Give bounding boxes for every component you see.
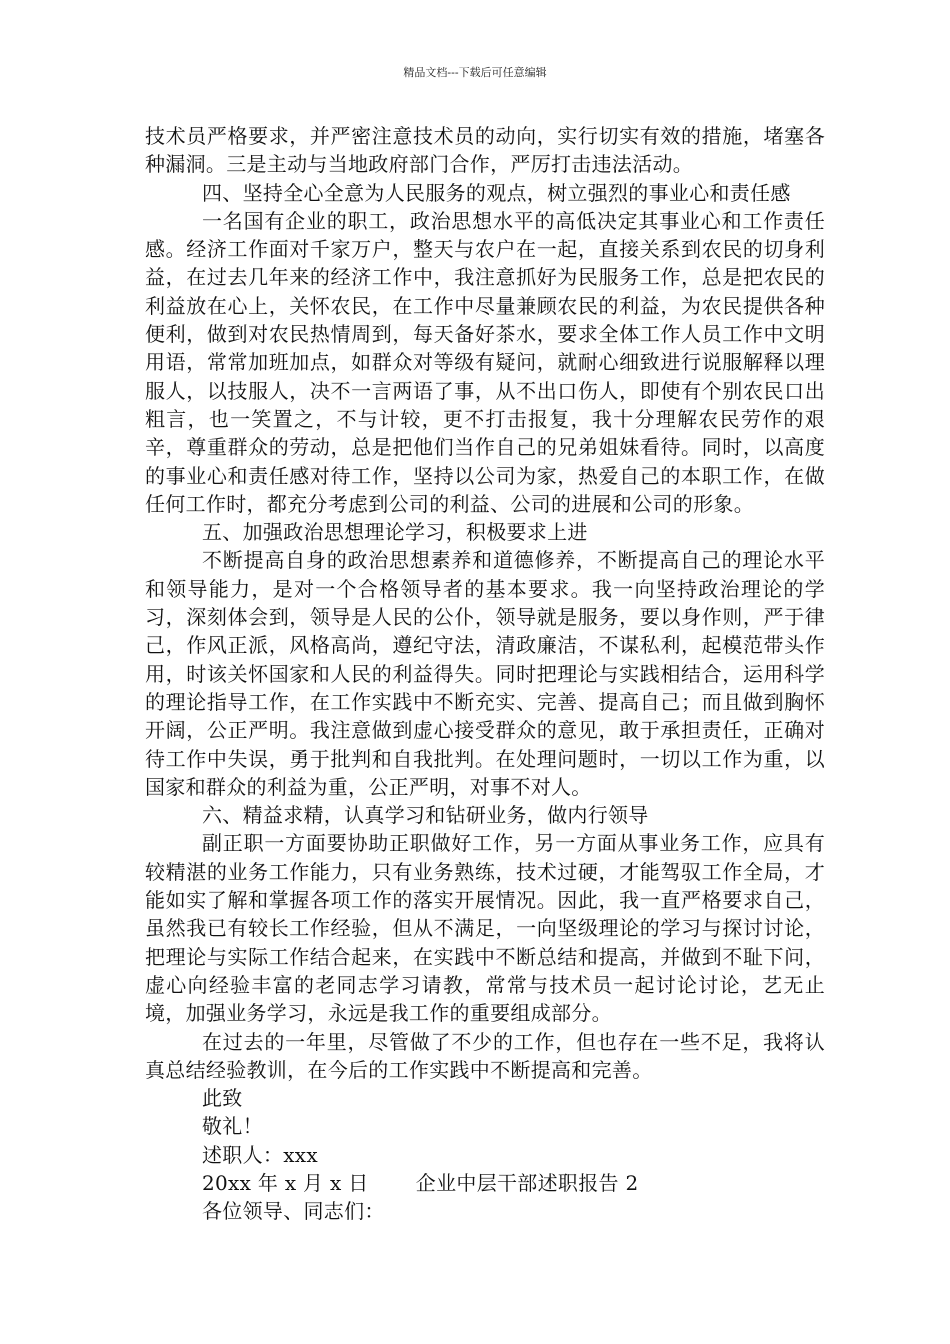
page-header: 精品文档---下载后可任意编辑 (403, 66, 547, 79)
paragraph-summary: 在过去的一年里，尽管做了不少的工作，但也存在一些不足，我将认真总结经验教训，在今后的工作实践中不断提高和完善。 (145, 1029, 825, 1082)
document-body (145, 122, 825, 1226)
paragraph-business: 副正职一方面要协助正职做好工作，另一方面从事业务工作，应具有较精湛的业务工作能力，只有业务熟练，技术过硬，才能驾驭工作全局，才能如实了解和掌握各项工作的落实开展情况。因此，我一直严格要求自己，虽然我已有较长工作经验，但从不满足，一向坚级理论的学习与探讨讨论，把理论与实际工作结合起来，在实践中不断总结和提高，并做到不耻下问，虚心向经验丰富的老同志学习请教，常常与技术员一起讨论讨论，艺无止境，加强业务学习，永远是我工作的重要组成部分。 (145, 831, 825, 1026)
section-heading-4: 四、坚持全心全意为人民服务的观点，树立强烈的事业心和责任感 (202, 180, 791, 205)
paragraph-study: 不断提高自身的政治思想素养和道德修养，不断提高自己的理论水平和领导能力，是对一个合格领导者的基本要求。我一向坚持政治理论的学习，深刻体会到，领导是人民的公仆，领导就是服务，要以身作则，严于律己，作风正派，风格高尚，遵纪守法，清政廉洁，不谋私利，起模范带头作用，时该关怀国家和人民的利益得失。同时把理论与实践相结合，运用科学的理论指导工作，在工作实践中不断充实、完善、提高自己；而且做到胸怀开阔，公正严明。我注意做到虚心接受群众的意见，敢于承担责任，正确对待工作中失误，勇于批判和自我批判。在处理问题时，一切以工作为重，以国家和群众的利益为重，公正严明，对事不对人。 (145, 548, 825, 799)
section-heading-6: 六、精益求精，认真学习和钻研业务，做内行领导 (202, 803, 649, 828)
date-and-next-title: 20xx 年 x 月 x 日 企业中层干部述职报告 2 (202, 1170, 639, 1195)
greeting-line: 各位领导、同志们： (202, 1199, 385, 1224)
reporter-line: 述职人：xxx (202, 1142, 318, 1167)
paragraph-service: 一名国有企业的职工，政治思想水平的高低决定其事业心和工作责任感。经济工作面对千家万户，整天与农户在一起，直接关系到农民的切身利益，在过去几年来的经济工作中，我注意抓好为民服务工作，总是把农民的利益放在心上，关怀农民，在工作中尽量兼顾农民的利益，为农民提供各种便利，做到对农民热情周到，每天备好茶水，要求全体工作人员工作中文明用语，常常加班加点，如群众对等级有疑问，就耐心细致进行说服解释以理服人，以技服人，决不一言两语了事，从不出口伤人，即使有个别农民口出粗言，也一笑置之，不与计较，更不打击报复，我十分理解农民劳作的艰辛，尊重群众的劳动，总是把他们当作自己的兄弟姐妹看待。同时，以高度的事业心和责任感对待工作，坚持以公司为家，热爱自己的本职工作，在做任何工作时，都充分考虑到公司的利益、公司的进展和公司的形象。 (145, 208, 825, 516)
closing-salutation: 此致 (202, 1086, 243, 1111)
closing-regards: 敬礼！ (202, 1114, 263, 1139)
paragraph-continuation: 技术员严格要求，并严密注意技术员的动向，实行切实有效的措施，堵塞各种漏洞。三是主动与当地政府部门合作，严厉打击违法活动。 (145, 124, 825, 177)
section-heading-5: 五、加强政治思想理论学习，积极要求上进 (202, 520, 588, 545)
